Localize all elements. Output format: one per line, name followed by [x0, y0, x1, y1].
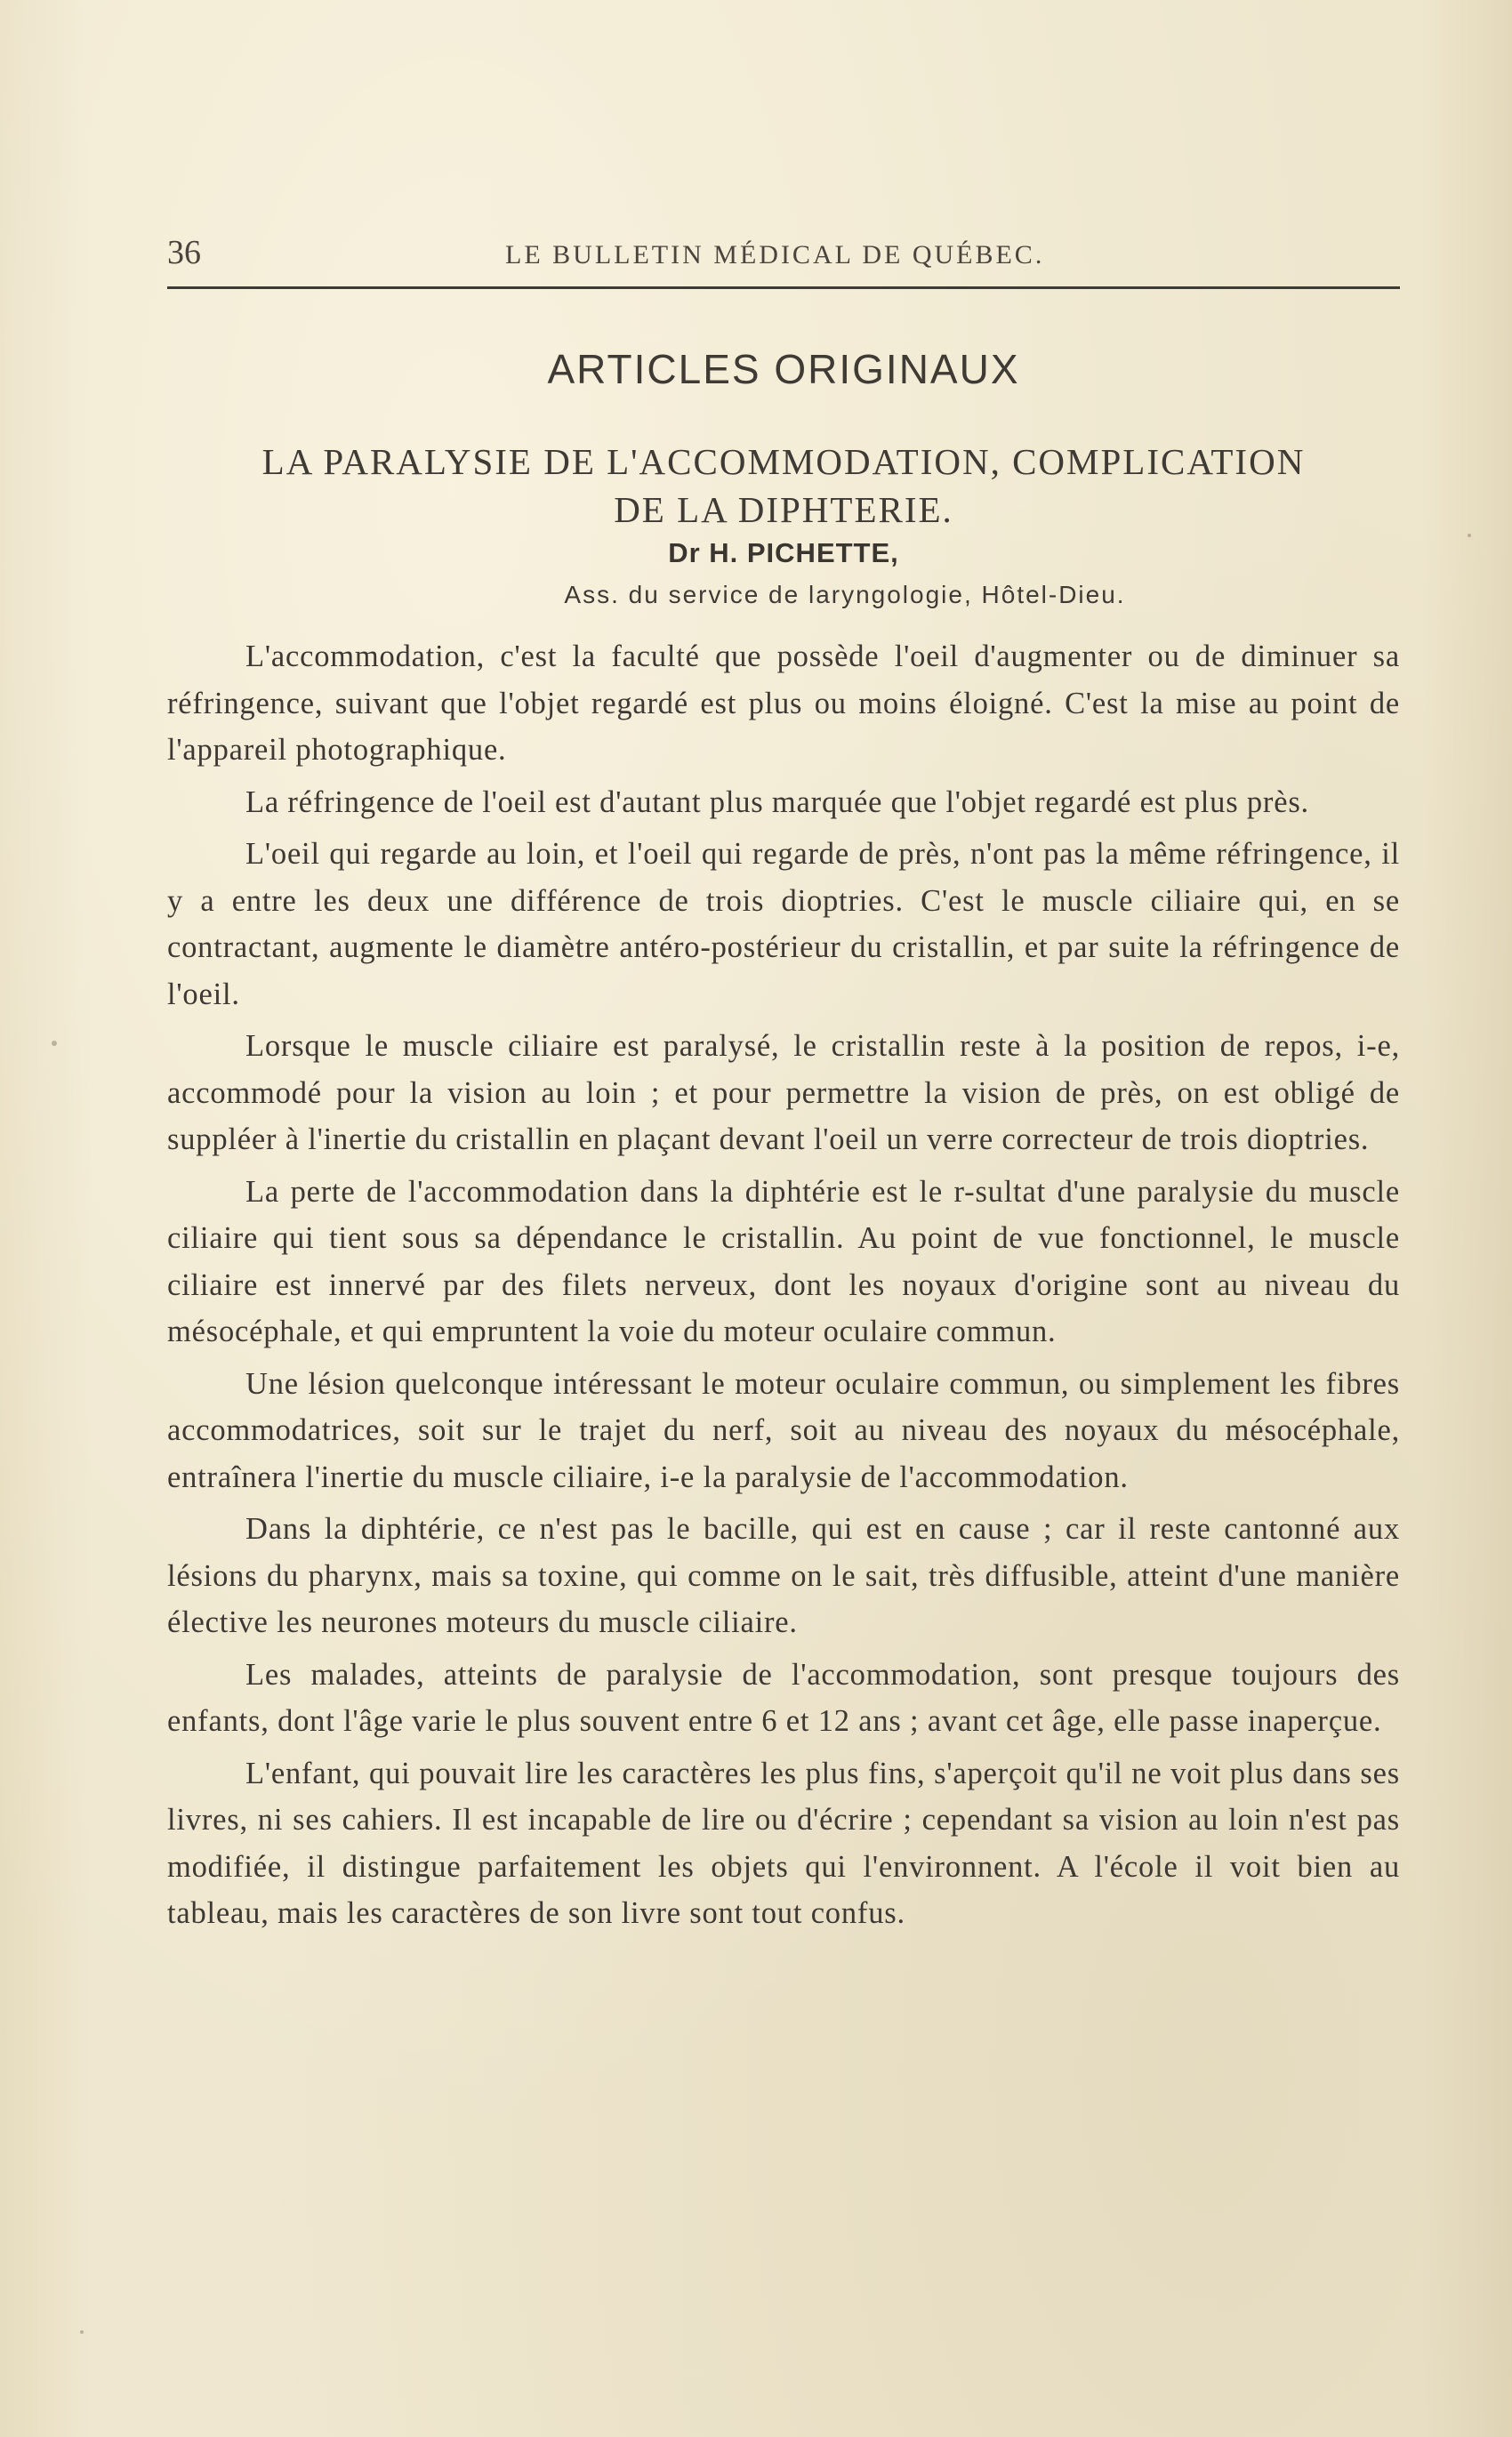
article-title-line-2: DE LA DIPHTERIE.	[614, 489, 953, 530]
header-rule	[167, 286, 1400, 289]
paragraph: La perte de l'accommodation dans la diphtérie est le r-sultat d'une paralysie du muscle ciliaire qui tient sous sa dépendance le cristallin. Au point de vue fonctionnel, le muscle ciliaire est innervé par des filets nerveux, dont les noyaux d'origine sont au niveau du mésocéphale, et qui empruntent la voie du moteur oculaire commun.	[167, 1174, 1400, 1348]
paragraph: Lorsque le muscle ciliaire est paralysé, le cristallin reste à la position de repos, i-e, accommodé pour la vision au loin ; et pour permettre la vision de près, on est obligé de suppléer à l'inertie du cristallin en plaçant devant l'oeil un verre correcteur de trois dioptries.	[167, 1029, 1400, 1156]
running-head: LE BULLETIN MÉDICAL DE QUÉBEC.	[505, 240, 1045, 269]
paragraph: Une lésion quelconque intéressant le moteur oculaire commun, ou simplement les fibres accommodatrices, soit sur le trajet du nerf, soit au niveau des noyaux du mésocéphale, entraînera l'inertie du muscle ciliaire, i-e la paralysie de l'accommodation.	[167, 1366, 1400, 1494]
section-title: ARTICLES ORIGINAUX	[547, 346, 1020, 392]
author-affiliation: Ass. du service de laryngologie, Hôtel-Dieu.	[564, 581, 1126, 608]
page-number: 36	[167, 234, 201, 271]
paragraph: Les malades, atteints de paralysie de l'accommodation, sont presque toujours des enfants, dont l'âge varie le plus souvent entre 6 et 12 ans ; avant cet âge, elle passe inaperçue.	[167, 1657, 1400, 1738]
paper-speck	[52, 1041, 57, 1046]
paper-speck	[80, 2330, 84, 2334]
paragraph: L'accommodation, c'est la faculté que possède l'oeil d'augmenter ou de diminuer sa réfringence, suivant que l'objet regardé est plus ou moins éloigné. C'est la mise au point de l'appareil photographique.	[167, 639, 1400, 767]
paragraph: L'enfant, qui pouvait lire les caractères les plus fins, s'aperçoit qu'il ne voit plus dans ses livres, ni ses cahiers. Il est incapable de lire ou d'écrire ; cependant sa vision au loin n'est pas modifiée, il distingue parfaitement les objets qui l'environnent. A l'école il voit bien au tableau, mais les caractères de son livre sont tout confus.	[167, 1756, 1400, 1930]
paragraph: L'oeil qui regarde au loin, et l'oeil qui regarde de près, n'ont pas la même réfringence, il y a entre les deux une différence de trois dioptries. C'est le muscle ciliaire qui, en se contractant, augmente le diamètre antéro-postérieur du cristallin, et par suite la réfringence de l'oeil.	[167, 837, 1400, 1011]
page-header	[167, 233, 1400, 276]
article-title-line-1: LA PARALYSIE DE L'ACCOMMODATION, COMPLICATION	[261, 441, 1306, 482]
article-body	[167, 633, 1400, 1942]
paragraph: La réfringence de l'oeil est d'autant plus marquée que l'objet regardé est plus près.	[245, 784, 1309, 819]
article-title	[167, 438, 1400, 534]
author-name: Dr H. PICHETTE,	[668, 537, 899, 568]
paper-speck	[1468, 534, 1471, 537]
paragraph: Dans la diphtérie, ce n'est pas le bacille, qui est en cause ; car il reste cantonné aux lésions du pharynx, mais sa toxine, qui comme on le sait, très diffusible, atteint d'une manière élective les neurones moteurs du muscle ciliaire.	[167, 1512, 1400, 1639]
